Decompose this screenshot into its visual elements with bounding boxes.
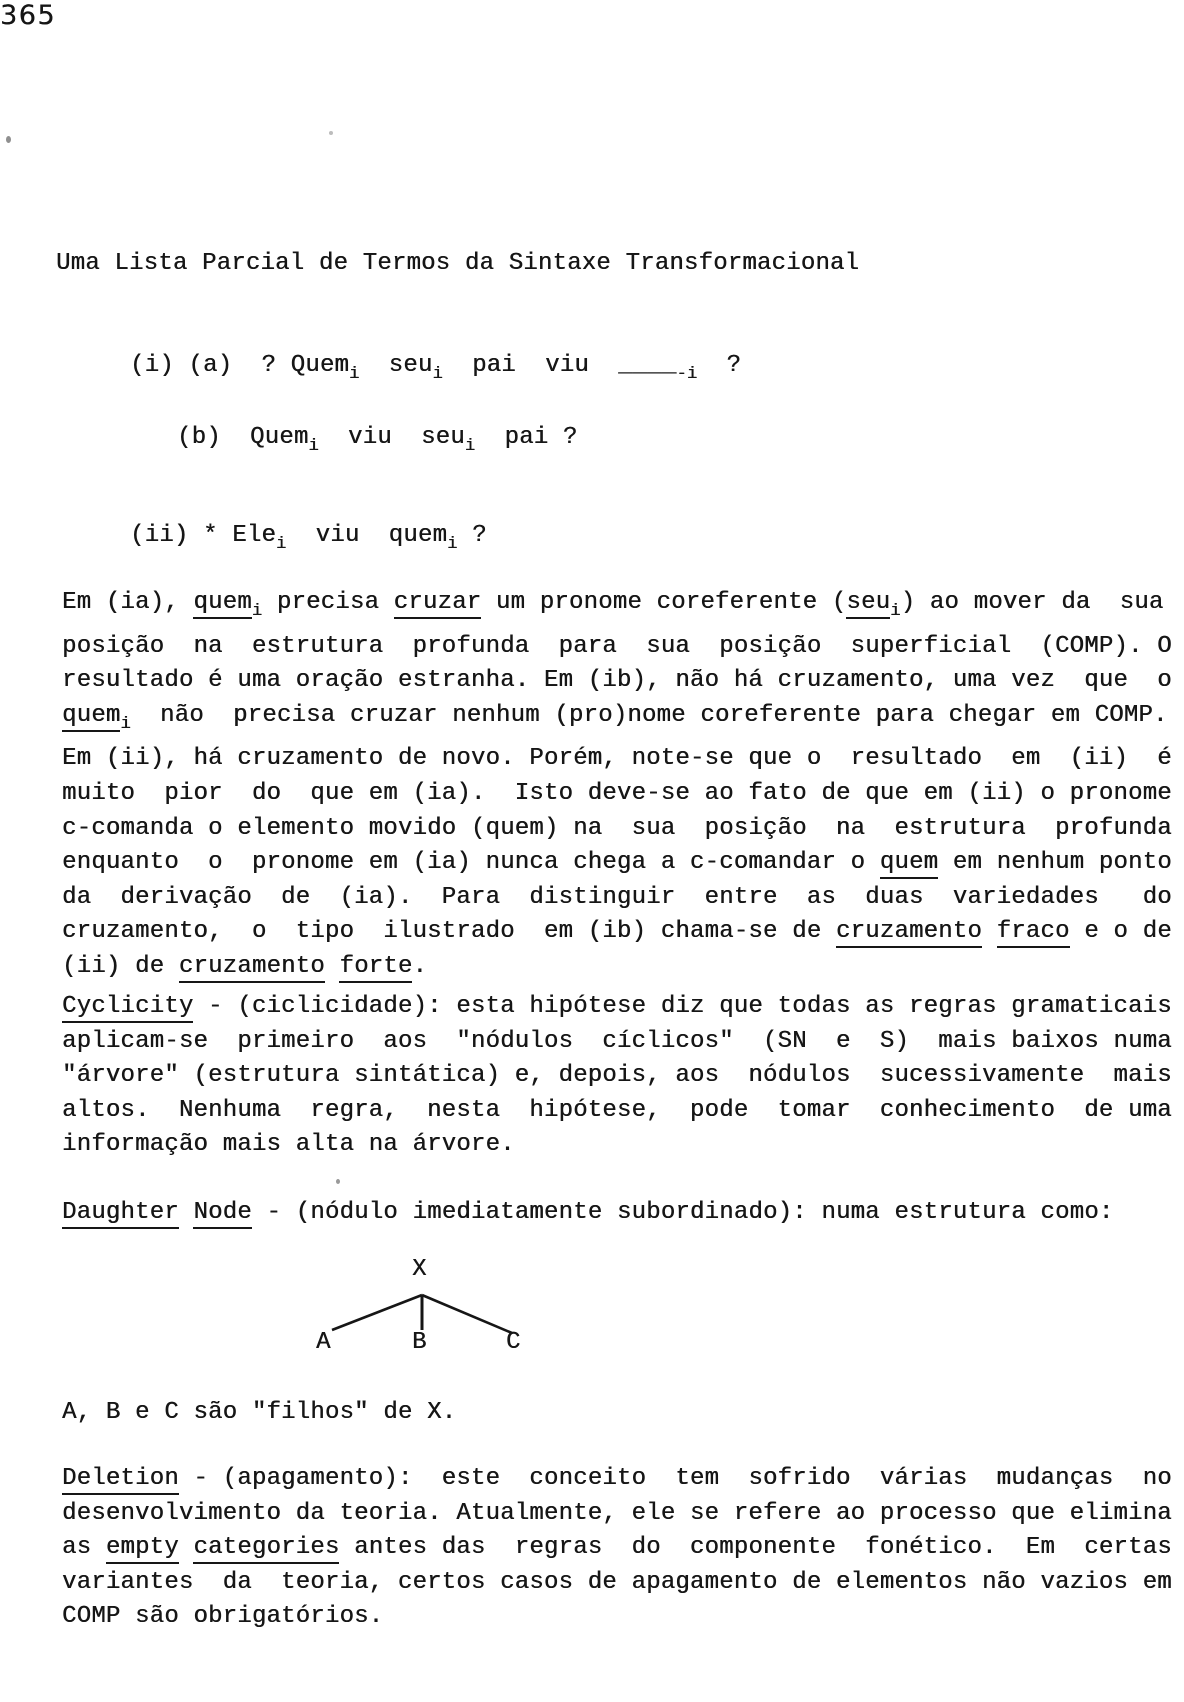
- crossover-paragraph-line: enquanto o pronome em (ia) nunca chega a c-comandar o quem em nenhum ponto: [62, 846, 1172, 881]
- example-i-a: (i) (a) ? Quem$_i$ seu$_i$ pai viu $\_\_\_\__{-i}$ ?: [130, 352, 742, 384]
- cyclicity-line: Cyclicity - (ciclicidade): esta hipótese diz que todas as regras gramaticais: [62, 990, 1172, 1025]
- deletion-line: desenvolvimento da teoria. Atualmente, ele se refere ao processo que elimina: [62, 1499, 1172, 1527]
- crossover-paragraph-line: (ii) de cruzamento forte.: [62, 950, 1172, 985]
- page-number: 365: [0, 0, 57, 31]
- crossover-paragraph-line: muito pior do que em (ia). Isto deve-se ao fato de que em (ii) o pronome: [62, 779, 1172, 807]
- tree-node-child-b: B: [412, 1329, 427, 1356]
- cyclicity-line: aplicam-se primeiro aos "nódulos cíclicos" (SN e S) mais baixos numa: [62, 1027, 1172, 1055]
- deletion-line: variantes da teoria, certos casos de apagamento de elementos não vazios em: [62, 1568, 1172, 1596]
- scan-artifact-dot: [329, 131, 333, 135]
- page-header-title: Uma Lista Parcial de Termos da Sintaxe Transformacional: [56, 250, 860, 277]
- cyclicity-line: "árvore" (estrutura sintática) e, depois, aos nódulos sucessivamente mais: [62, 1062, 1172, 1090]
- crossover-paragraph-line: da derivação de (ia). Para distinguir entre as duas variedades do: [62, 883, 1172, 911]
- tree-node-root: X: [412, 1256, 427, 1283]
- deletion-entry: [62, 1462, 1172, 1635]
- crossover-paragraph-line: cruzamento, o tipo ilustrado em (ib) chama-se de cruzamento fraco e o de: [62, 915, 1172, 950]
- crossover-paragraph: [62, 586, 1172, 985]
- syntax-tree-diagram: [300, 1256, 540, 1368]
- cyclicity-line: informação mais alta na árvore.: [62, 1131, 515, 1159]
- tree-node-child-c: C: [506, 1329, 521, 1356]
- deletion-line: COMP são obrigatórios.: [62, 1603, 384, 1631]
- crossover-paragraph-line: resultado é uma oração estranha. Em (ib), não há cruzamento, uma vez que o: [62, 667, 1172, 695]
- deletion-line: as empty categories antes das regras do componente fonético. Em certas: [62, 1531, 1172, 1566]
- scan-artifact-dot: [336, 1179, 340, 1184]
- tree-node-child-a: A: [316, 1329, 331, 1356]
- daughter-node-heading: Daughter Node - (nódulo imediatamente subordinado): numa estrutura como:: [62, 1196, 1113, 1231]
- crossover-paragraph-line: Em (ia), quem$_i$ precisa cruzar um pronome coreferente (seu$_i$) ao mover da sua: [62, 589, 1164, 621]
- example-i-b: (b) Quem$_i$ viu seu$_i$ pai ?: [177, 424, 578, 456]
- scan-artifact-dot: [6, 136, 11, 143]
- cyclicity-entry: [62, 990, 1172, 1163]
- cyclicity-line: altos. Nenhuma regra, nesta hipótese, pode tomar conhecimento de uma: [62, 1096, 1172, 1124]
- example-ii: (ii) * Ele$_i$ viu quem$_i$ ?: [130, 522, 487, 554]
- crossover-paragraph-line: Em (ii), há cruzamento de novo. Porém, note-se que o resultado em (ii) é: [62, 745, 1172, 773]
- crossover-paragraph-line: posição na estrutura profunda para sua posição superficial (COMP). O: [62, 632, 1172, 660]
- crossover-paragraph-line: c-comanda o elemento movido (quem) na sua posição na estrutura profunda: [62, 814, 1172, 842]
- deletion-line: Deletion - (apagamento): este conceito tem sofrido várias mudanças no: [62, 1462, 1172, 1497]
- tree-caption: A, B e C são "filhos" de X.: [62, 1399, 457, 1426]
- crossover-paragraph-line: quem$_i$ não precisa cruzar nenhum (pro)nome coreferente para chegar em COMP.: [62, 701, 1168, 734]
